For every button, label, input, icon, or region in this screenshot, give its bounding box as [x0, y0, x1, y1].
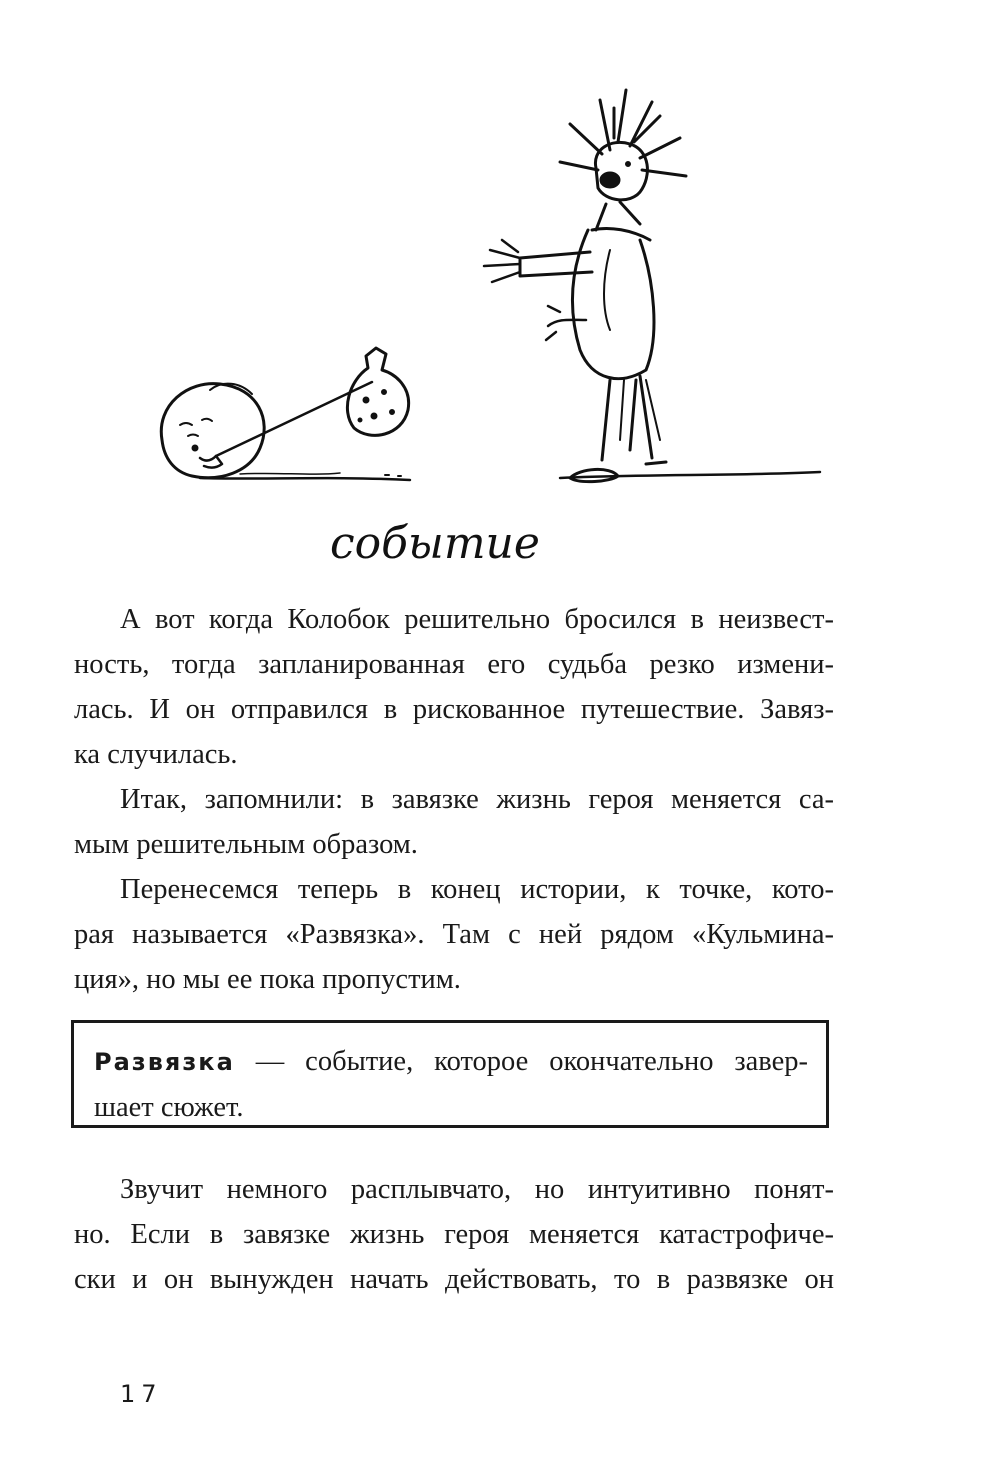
text-line: ция», но мы ее пока пропустим.	[74, 964, 461, 995]
definition-line-2: шает сюжет.	[94, 1092, 244, 1123]
text-line: лась. И он отправился в рискованное путешествие. Завяз-	[74, 694, 834, 725]
definition-body: — событие, которое окончательно завер-	[234, 1046, 808, 1077]
man-figure	[484, 90, 686, 482]
text-line: Перенесемся теперь в конец истории, к точке, кото-	[120, 874, 834, 905]
text-line: А вот когда Колобок решительно бросился в неизвест-	[120, 604, 834, 635]
illustration-caption: событие	[330, 518, 540, 569]
text-line: но. Если в завязке жизнь героя меняется катастрофиче-	[74, 1219, 834, 1250]
text-line: ски и он вынужден начать действовать, то в развязке он	[74, 1264, 834, 1295]
definition-term: Развязка	[94, 1048, 235, 1076]
paragraph-1	[74, 597, 834, 777]
definition-text	[94, 1039, 808, 1130]
paragraph-3	[74, 867, 834, 1002]
illustration	[140, 80, 860, 600]
text-line: ка случилась.	[74, 739, 238, 770]
kolobok-figure	[161, 348, 408, 478]
page-number: 17	[120, 1380, 163, 1408]
text-line: рая называется «Развязка». Там с ней рядом «Кульмина-	[74, 919, 834, 950]
text-line: ность, тогда запланированная его судьба резко измени-	[74, 649, 834, 680]
paragraph-4	[74, 1167, 834, 1302]
text-line: Итак, запомнили: в завязке жизнь героя меняется са-	[120, 784, 834, 815]
definition-box	[71, 1020, 829, 1128]
paragraph-2	[74, 777, 834, 867]
text-line: Звучит немного расплывчато, но интуитивно понят-	[120, 1174, 834, 1205]
text-line: мым решительным образом.	[74, 829, 418, 860]
